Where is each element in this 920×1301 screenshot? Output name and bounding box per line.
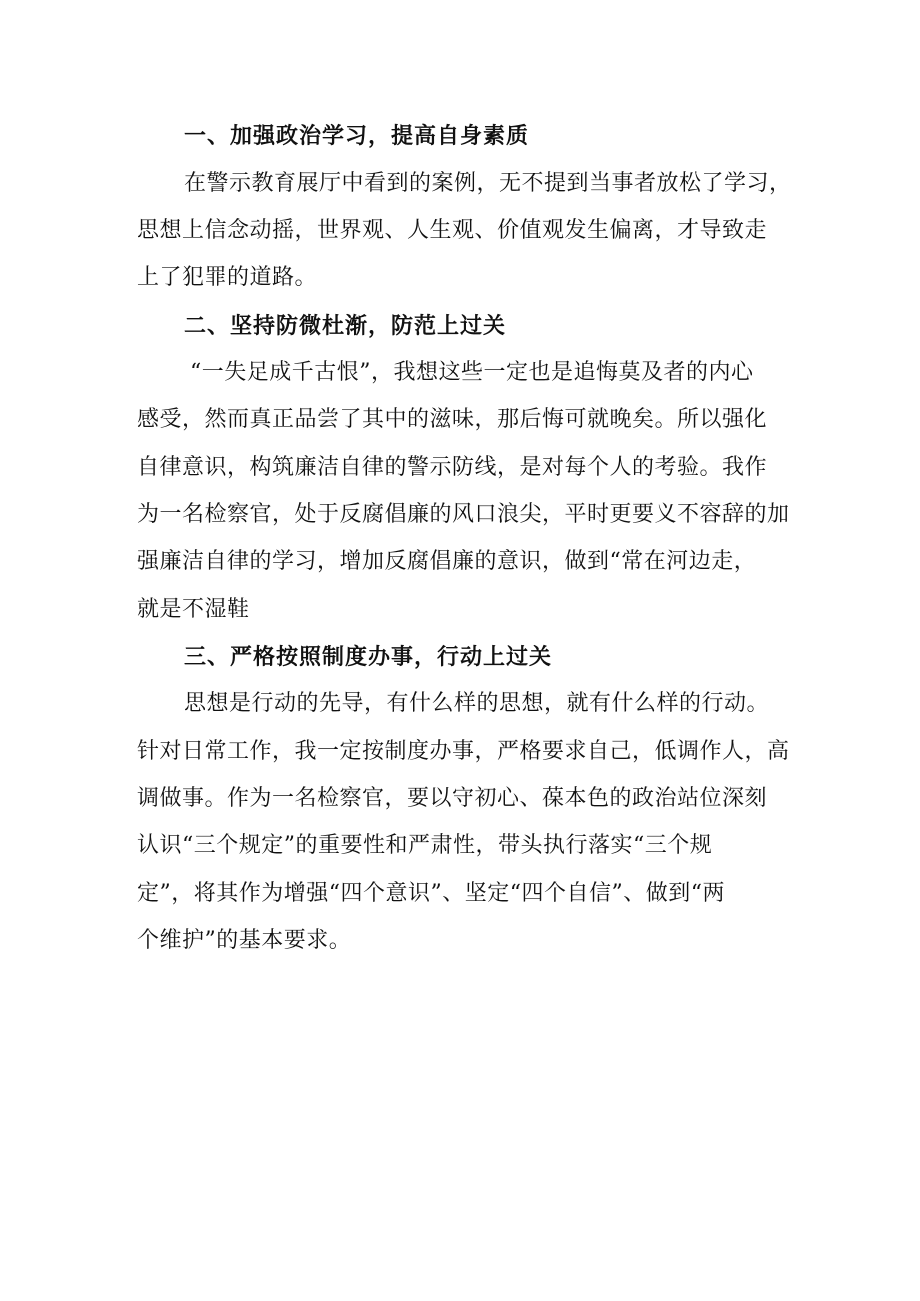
paragraph-line: 自律意识，构筑廉洁自律的警示防线，是对每个人的考验。我作	[137, 455, 768, 480]
paragraph-line: 在警示教育展厅中看到的案例，无不提到当事者放松了学习，	[184, 171, 792, 196]
paragraph-line: 思想是行动的先导，有什么样的思想，就有什么样的行动。	[184, 691, 770, 716]
paragraph-line: 个维护”的基本要求。	[137, 928, 352, 953]
paragraph-line: 针对日常工作，我一定按制度办事，严格要求自己，低调作人，高	[137, 739, 790, 764]
paragraph-line: 感受，然而真正品尝了其中的滋味，那后悔可就晚矣。所以强化	[137, 407, 768, 432]
paragraph-line: 上了犯罪的道路。	[137, 265, 318, 290]
paragraph-line: 思想上信念动摇，世界观、人生观、价值观发生偏离，才导致走	[137, 218, 768, 243]
section-heading: 三、严格按照制度办事，行动上过关	[184, 644, 553, 670]
paragraph-line: 定”，将其作为增强“四个意识”、坚定“四个自信”、做到“两	[137, 881, 725, 906]
paragraph-line: 调做事。作为一名检察官，要以守初心、葆本色的政治站位深刻	[137, 786, 768, 811]
paragraph-line: 就是不湿鞋	[137, 597, 250, 622]
section-heading: 一、加强政治学习，提高自身素质	[184, 123, 530, 149]
paragraph-line: “一失足成千古恨”，我想这些一定也是追悔莫及者的内心	[190, 360, 754, 385]
paragraph-line: 认识“三个规定”的重要性和严肃性，带头执行落实“三个规	[137, 833, 713, 858]
paragraph-line: 为一名检察官，处于反腐倡廉的风口浪尖，平时更要义不容辞的加	[137, 502, 790, 527]
section-heading: 二、坚持防微杜渐，防范上过关	[184, 313, 507, 339]
paragraph-line: 强廉洁自律的学习，增加反腐倡廉的意识，做到“常在河边走，	[137, 549, 757, 574]
